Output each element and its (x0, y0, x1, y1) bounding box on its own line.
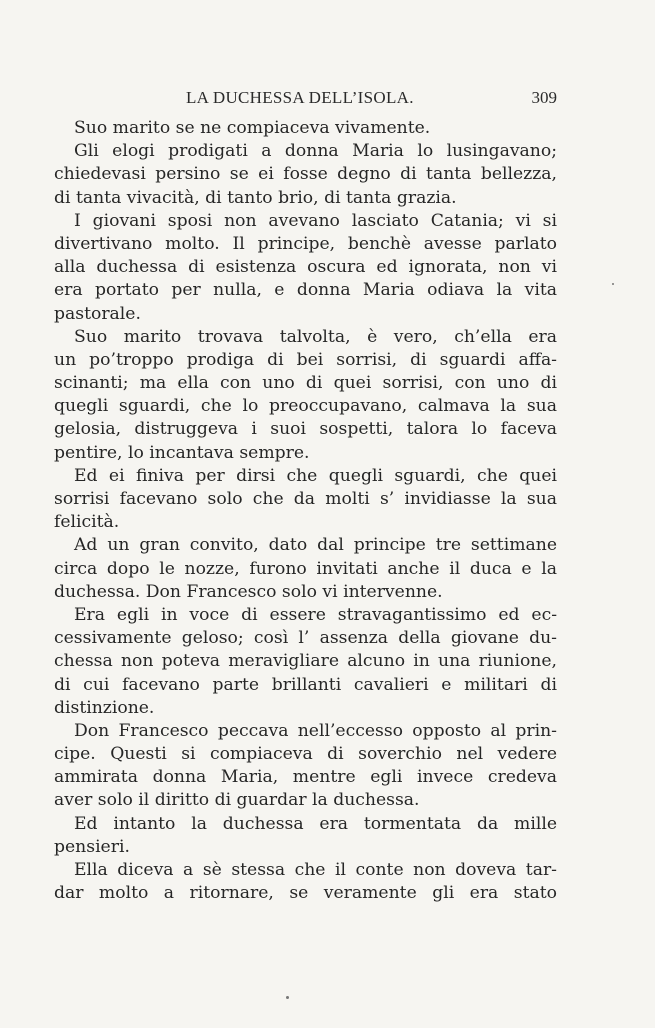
text-line: pensieri. (54, 836, 130, 857)
text-line: cessivamente geloso; così l’ assenza della giovane du- (54, 628, 557, 649)
running-title: LA DUCHESSA DELL’ISOLA. (186, 88, 414, 107)
text-line: cipe. Questi si compiaceva di soverchio nel vedere (54, 744, 557, 765)
text-line: scinanti; ma ella con uno di quei sorrisi, con uno di (54, 373, 557, 394)
paper-speck (612, 283, 614, 285)
text-line: duchessa. Don Francesco solo vi intervenne. (54, 581, 443, 602)
text-line: Ed intanto la duchessa era tormentata da mille (74, 813, 557, 834)
paper-speck (286, 996, 289, 999)
text-line: Era egli in voce di essere stravagantissimo ed ec- (74, 604, 557, 625)
text-line: gelosia, distruggeva i suoi sospetti, talora lo faceva (54, 419, 557, 440)
text-line: dar molto a ritornare, se veramente gli era stato (54, 883, 557, 904)
page-number: 309 (531, 88, 557, 107)
text-line: Suo marito se ne compiaceva vivamente. (74, 118, 431, 138)
text-line: alla duchessa di esistenza oscura ed ignorata, non vi (54, 257, 557, 278)
text-line: felicità. (54, 512, 120, 533)
text-line: Ella diceva a sè stessa che il conte non doveva tar- (74, 860, 557, 880)
text-line: circa dopo le nozze, furono invitati anche il duca e la (54, 558, 557, 579)
text-line: pentire, lo incantava sempre. (54, 442, 310, 463)
text-line: chessa non poteva meravigliare alcuno in una riunione, (54, 651, 557, 672)
text-line: quegli sguardi, che lo preoccupavano, calmava la sua (54, 396, 557, 417)
text-line: sorrisi facevano solo che da molti s’ invidiasse la sua (54, 489, 557, 509)
text-line: Ad un gran convito, dato dal principe tre settimane (74, 535, 557, 556)
text-line: aver solo il diritto di guardar la duchessa. (54, 790, 420, 811)
text-line: chiedevasi persino se ei fosse degno di tanta bellezza, (54, 164, 557, 185)
text-line: di tanta vivacità, di tanto brio, di tanta grazia. (54, 187, 457, 208)
page-header (54, 88, 557, 112)
text-line: Gli elogi prodigati a donna Maria lo lusingavano; (74, 141, 557, 162)
text-line: I giovani sposi non avevano lasciato Catania; vi si (74, 210, 557, 231)
body-text (54, 117, 557, 905)
text-line: Suo marito trovava talvolta, è vero, ch’ella era (74, 326, 557, 347)
text-line: pastorale. (54, 303, 141, 324)
text-line: di cui facevano parte brillanti cavalieri e militari di (54, 674, 557, 695)
text-line: un po’troppo prodiga di bei sorrisi, di sguardi affa- (54, 349, 557, 370)
text-line: Don Francesco peccava nell’eccesso opposto al prin- (74, 720, 557, 741)
text-line: Ed ei finiva per dirsi che quegli sguardi, che quei (74, 465, 557, 486)
text-line: ammirata donna Maria, mentre egli invece credeva (54, 767, 557, 788)
text-line: era portato per nulla, e donna Maria odiava la vita (54, 280, 557, 301)
text-line: distinzione. (54, 697, 155, 718)
text-line: divertivano molto. Il principe, benchè avesse parlato (54, 233, 557, 254)
